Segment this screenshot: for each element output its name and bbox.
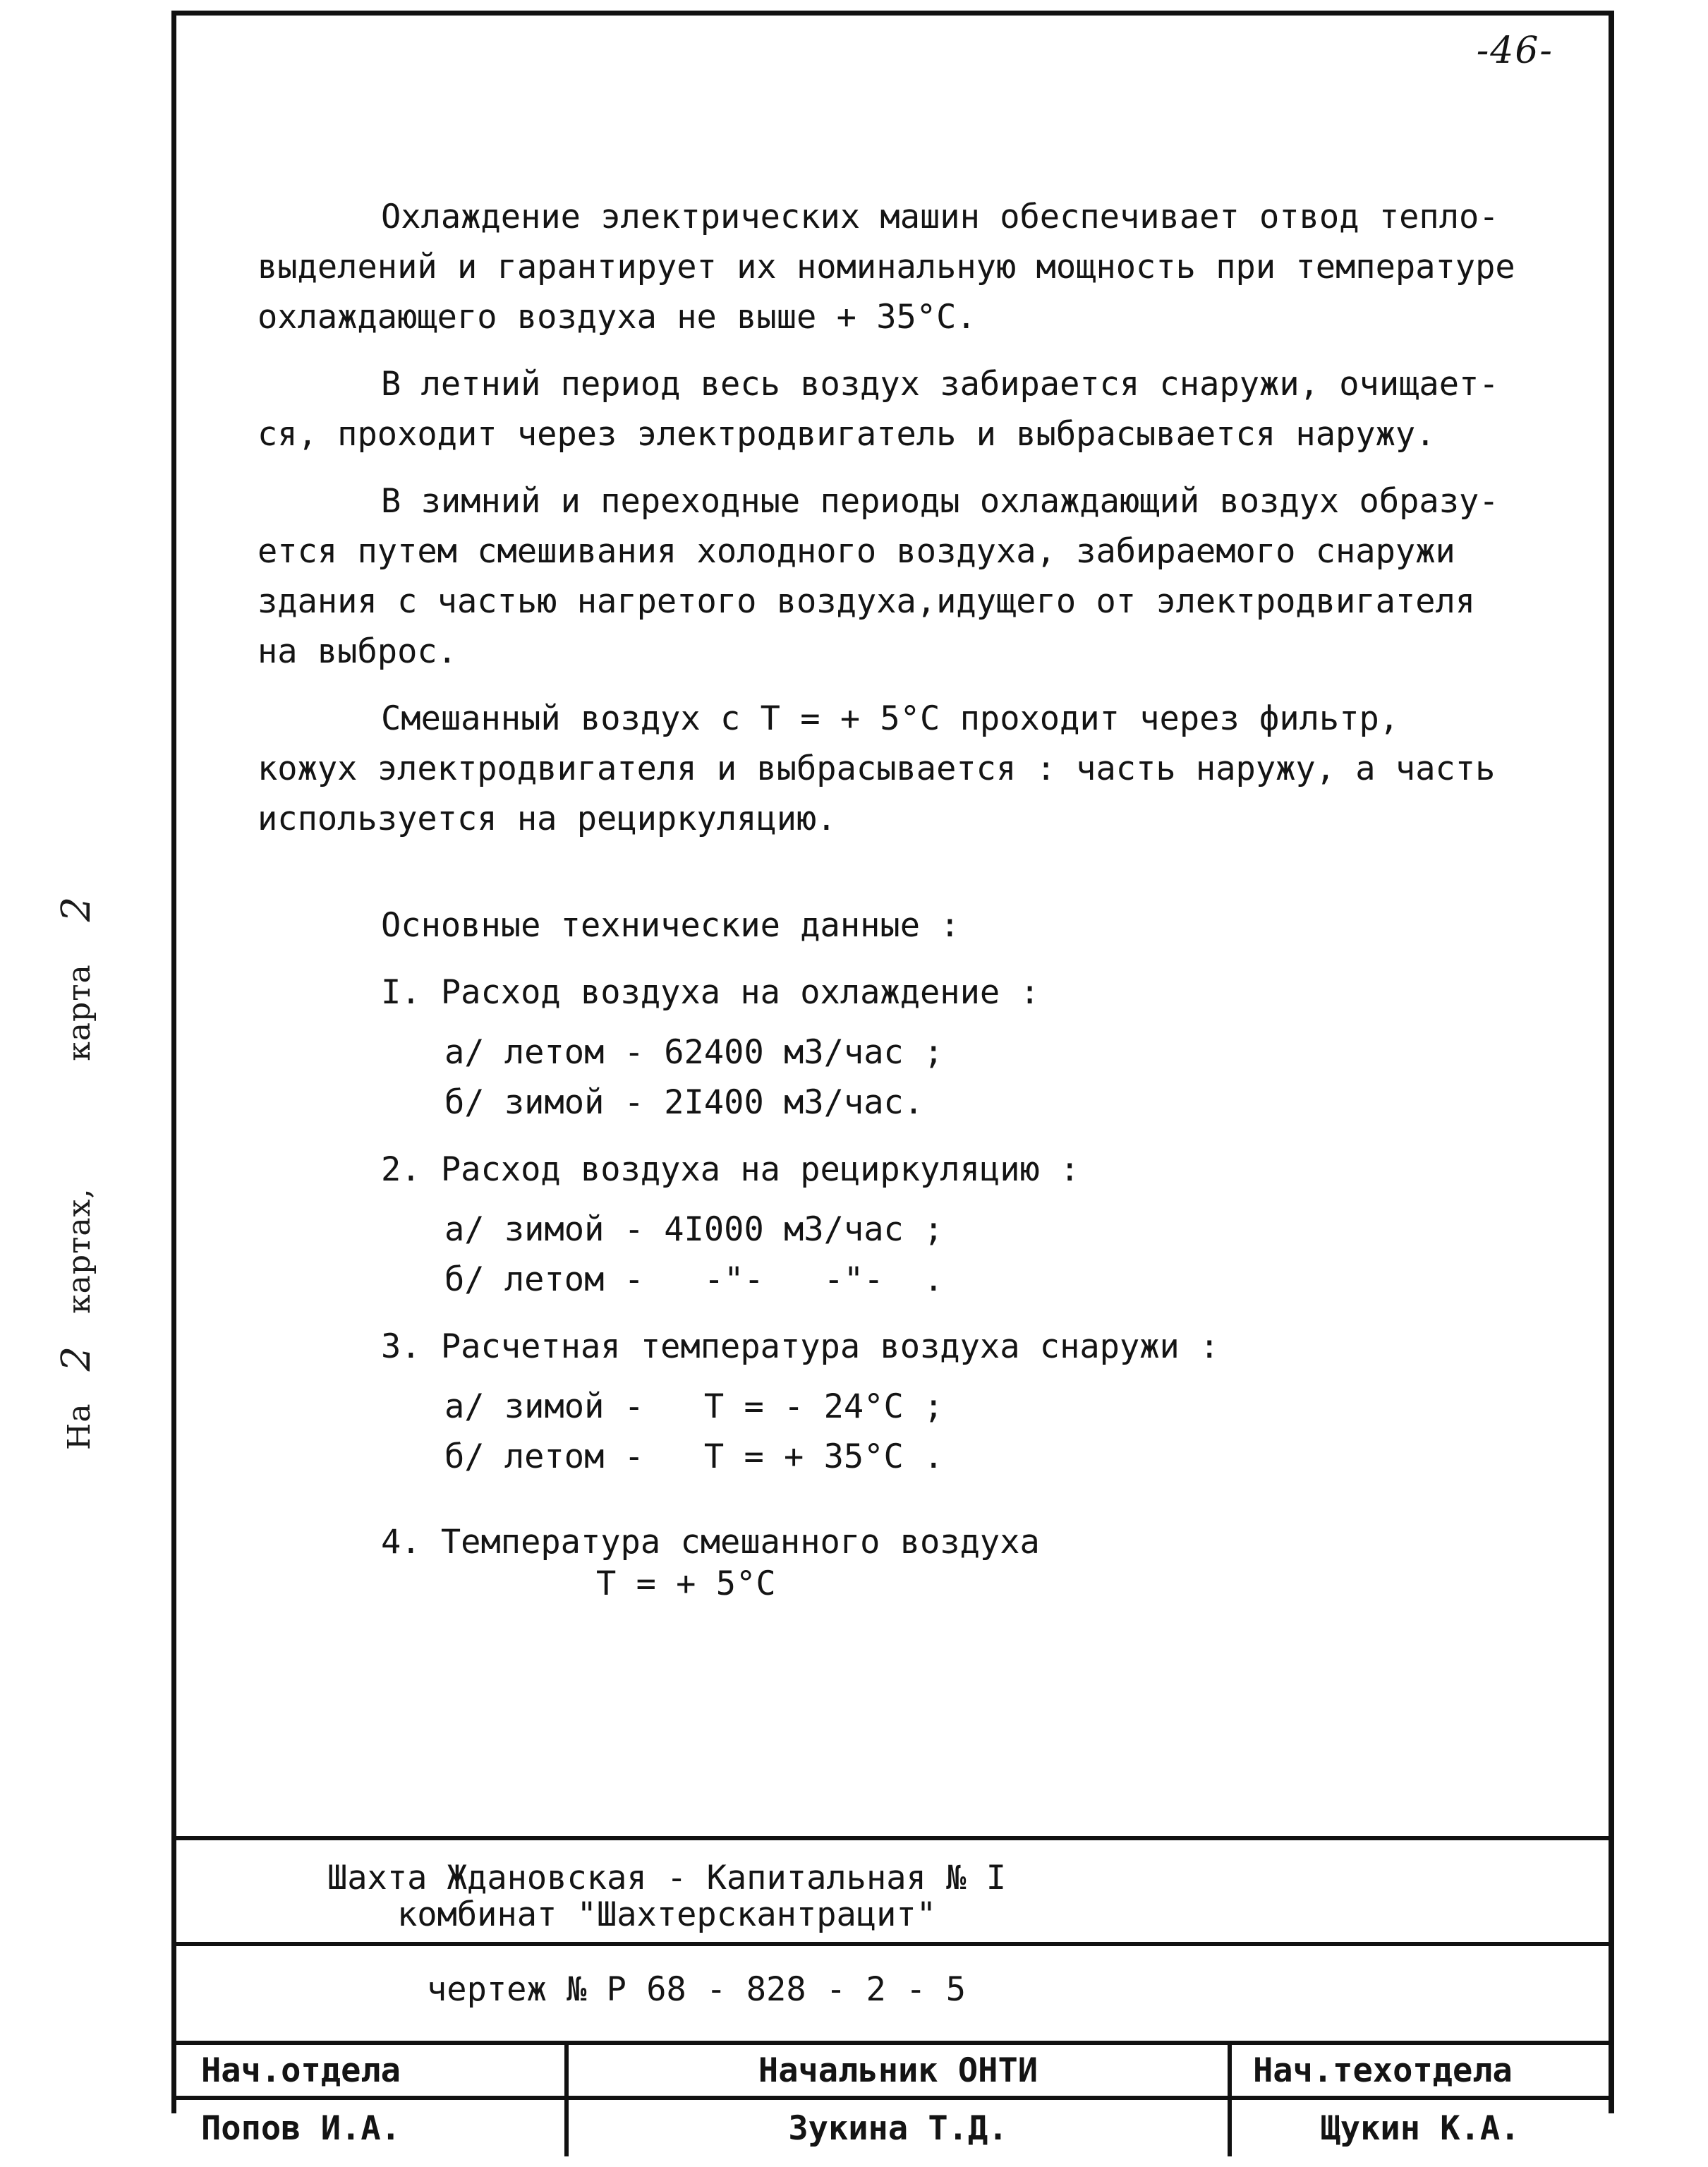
title-block-divider [174,1942,1611,1946]
title-block-divider [174,1836,1611,1840]
spec-value: а/ зимой - T = - 24°С ; [444,1387,944,1426]
spec-title: 3. Расчетная температура воздуха снаружи : [381,1327,1220,1366]
spec-title: 4. Температура смешанного воздуха [381,1523,1040,1562]
organization-name [176,1860,1609,1933]
side-note [54,896,99,1450]
spec-value: б/ летом - T = + 35°С . [444,1437,944,1476]
side-note-prefix: На [61,1403,97,1450]
spec-title: I. Расход воздуха на охлаждение : [381,973,1040,1012]
body-text [258,192,1570,1609]
spec-formula: T = + 5°С [596,1564,776,1603]
paragraph-3 [258,476,1570,677]
paragraph-2 [258,359,1570,459]
spec-sub-list [258,1027,1570,1128]
paragraph-line: на выброс. [258,632,457,671]
paragraph-line: выделений и гарантирует их номинальную мощность при температуре [258,248,1515,286]
side-note-count: 2 [54,1345,99,1372]
spec-value: а/ летом - 62400 м3/час ; [444,1033,944,1072]
spec-value: б/ зимой - 2I400 м3/час. [444,1083,924,1122]
paragraph-line: здания с частью нагретого воздуха,идущего от электродвигателя [258,582,1476,621]
page-number: -46- [1476,30,1553,72]
paragraph-4 [258,694,1570,844]
drawing-number: чертеж № Р 68 - 828 - 2 - 5 [427,1970,967,2009]
side-note-card-number: 2 [54,895,99,922]
paragraph-line: Охлаждение электрических машин обеспечивает отвод тепло- [381,198,1499,236]
paragraph-line: В зимний и переходные периоды охлаждающий воздух образу- [381,482,1499,521]
specs-heading: Основные технические данные : [381,906,960,945]
spec-sub-list [258,1382,1570,1482]
paragraph-1 [258,192,1570,342]
spec-item-2 [258,1145,1570,1195]
paragraph-line: ся, проходит через электродвигатель и выбрасывается наружу. [258,415,1436,454]
title-block [176,1836,1609,2148]
name-head-of-tech-department: Щукин К.А. [1228,2100,1609,2156]
paragraph-line: Смешанный воздух с T = + 5°С проходит через фильтр, [381,699,1400,738]
spec-value: а/ зимой - 4I000 м3/час ; [444,1210,944,1249]
side-note-card-label: карта [61,964,97,1061]
paragraph-line: охлаждающего воздуха не выше + 35°С. [258,298,976,337]
paragraph-line: используется на рециркуляцию. [258,799,837,838]
spec-title: 2. Расход воздуха на рециркуляцию : [381,1150,1080,1189]
document-sheet [171,11,1614,2148]
name-head-of-department: Попов И.А. [201,2108,401,2148]
spec-value: б/ летом - -"- -"- . [444,1260,944,1299]
paragraph-line: ется путем смешивания холодного воздуха, забираемого снаружи [258,532,1455,571]
role-head-of-onti: Начальник ОНТИ [564,2045,1228,2096]
title-block-names-row [176,2100,1609,2156]
role-head-of-department: Нач.отдела [201,2051,401,2090]
spec-item-3 [258,1322,1570,1372]
role-head-of-tech-department: Нач.техотдела [1228,2045,1609,2096]
paragraph-line: В летний период весь воздух забирается снаружи, очищает- [381,365,1499,404]
organization-line: комбинат "Шахтерскантрацит" [396,1895,936,1934]
side-note-middle: картах, [61,1188,97,1314]
organization-line: Шахта Ждановская - Капитальная № I [327,1859,1007,1897]
title-block-roles-row [176,2045,1609,2096]
spec-item-1 [258,967,1570,1018]
spec-sub-list [258,1205,1570,1305]
paragraph-line: кожух электродвигателя и выбрасывается : часть наружу, а часть [258,749,1496,788]
name-head-of-onti: Зукина Т.Д. [564,2100,1228,2156]
